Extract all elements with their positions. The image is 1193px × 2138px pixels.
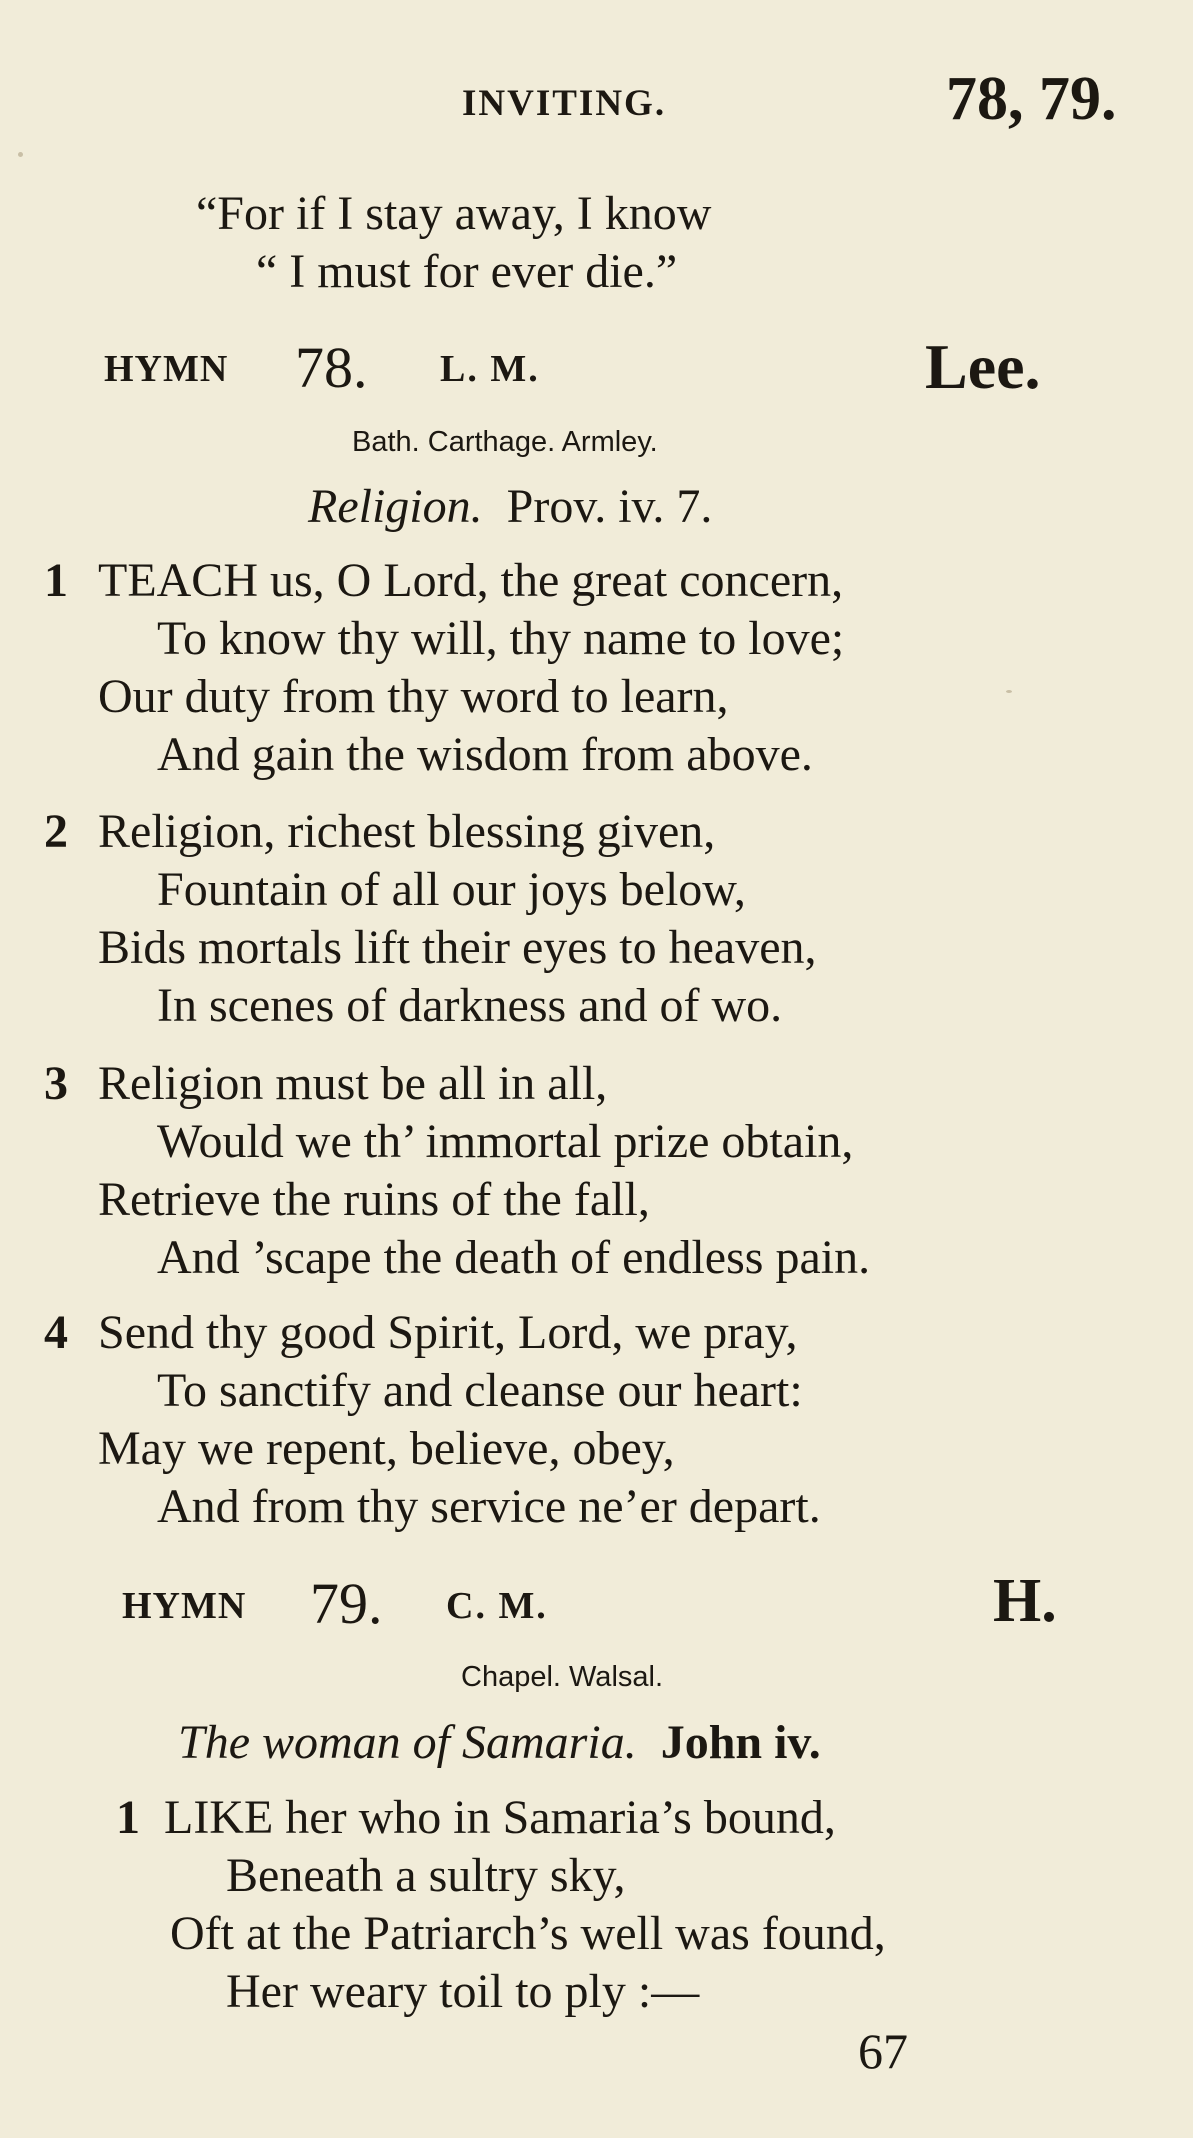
hymn-label: HYMN xyxy=(122,1585,247,1627)
verse-line: And from thy service ne’er depart. xyxy=(157,1480,821,1533)
hymn-meter: C. M. xyxy=(446,1585,548,1627)
hymn-author: H. xyxy=(993,1567,1057,1635)
hymn-label: HYMN xyxy=(104,348,229,390)
hymn-subject xyxy=(178,1715,821,1770)
verse-line: LIKE her who in Samaria’s bound, xyxy=(164,1791,836,1844)
tune-names: Chapel. Walsal. xyxy=(461,1661,664,1693)
verse-number: 1 xyxy=(116,1791,140,1844)
verse-line: In scenes of darkness and of wo. xyxy=(157,979,783,1032)
verse-line: May we repent, believe, obey, xyxy=(98,1422,675,1475)
verse-line: Would we th’ immortal prize obtain, xyxy=(157,1115,854,1168)
paper-speck xyxy=(18,152,23,157)
carryover-line: “For if I stay away, I know xyxy=(196,187,712,240)
verse-number: 1 xyxy=(44,554,68,607)
scripture-reference: Prov. iv. 7. xyxy=(506,480,713,533)
subject-title: The woman of Samaria. xyxy=(178,1716,637,1769)
verse-number: 3 xyxy=(44,1057,68,1110)
verse-line: Our duty from thy word to learn, xyxy=(98,670,729,723)
verse-line: Send thy good Spirit, Lord, we pray, xyxy=(98,1306,798,1359)
verse-line: Retrieve the ruins of the fall, xyxy=(98,1173,650,1226)
verse-line: And ’scape the death of endless pain. xyxy=(157,1231,871,1284)
verse-line: Fountain of all our joys below, xyxy=(157,863,746,916)
verse-line: Religion, richest blessing given, xyxy=(98,805,716,858)
running-head: INVITING. xyxy=(462,83,667,124)
verse-line: To sanctify and cleanse our heart: xyxy=(157,1364,803,1417)
tune-names: Bath. Carthage. Armley. xyxy=(352,426,658,458)
verse-line: Religion must be all in all, xyxy=(98,1057,608,1110)
verse-line: TEACH us, O Lord, the great concern, xyxy=(98,554,844,607)
subject-title: Religion. xyxy=(308,480,483,533)
page-number: 67 xyxy=(858,2023,908,2079)
hymn-number: 79. xyxy=(310,1571,383,1636)
hymn-author: Lee. xyxy=(925,331,1041,402)
verse-line: To know thy will, thy name to love; xyxy=(157,612,845,665)
verse-line: Bids mortals lift their eyes to heaven, xyxy=(98,921,817,974)
hymn-subject xyxy=(308,479,712,534)
verse-line: Her weary toil to ply :— xyxy=(226,1965,700,2018)
hymn-meter: L. M. xyxy=(440,348,540,390)
verse-line: Beneath a sultry sky, xyxy=(226,1849,626,1902)
scripture-reference: John iv. xyxy=(660,1716,821,1769)
hymn-number: 78. xyxy=(295,335,368,400)
verse-number: 4 xyxy=(44,1306,68,1359)
hymn-range: 78, 79. xyxy=(946,65,1117,133)
verse-line: Oft at the Patriarch’s well was found, xyxy=(170,1907,886,1960)
verse-number: 2 xyxy=(44,805,68,858)
verse-line: And gain the wisdom from above. xyxy=(157,728,813,781)
carryover-line: “ I must for ever die.” xyxy=(256,245,678,298)
paper-speck xyxy=(1006,690,1012,693)
